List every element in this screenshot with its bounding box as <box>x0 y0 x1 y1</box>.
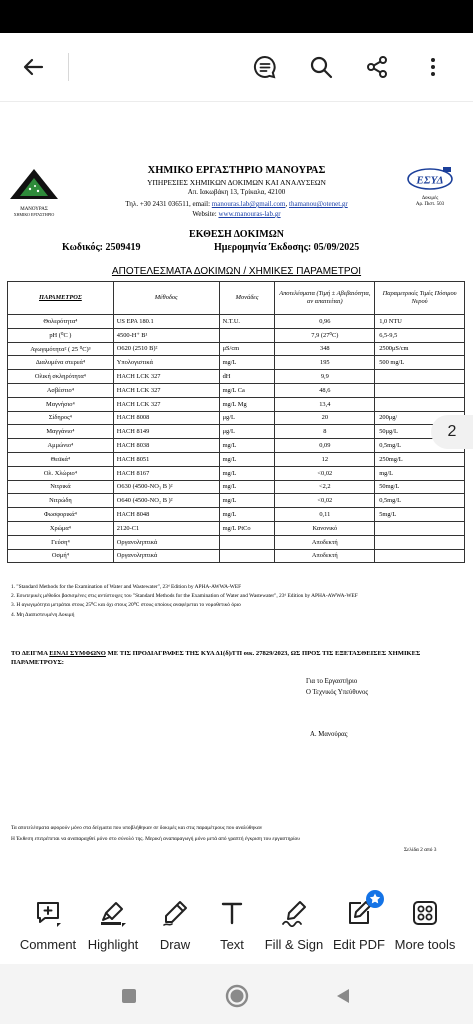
report-code: Κωδικός: 2509419 <box>62 242 141 253</box>
pdf-page[interactable] <box>0 153 473 880</box>
website-prefix: Website: <box>192 210 219 218</box>
table-cell: Υπολογιστικά <box>113 356 219 370</box>
table-cell: Γεύση⁴ <box>8 535 114 549</box>
search-icon <box>309 55 333 79</box>
footnote: 4. Μη Διαπιστευμένη Δοκιμή <box>11 611 75 618</box>
table-cell <box>375 521 465 535</box>
table-cell: mg/L <box>219 494 275 508</box>
contact-prefix: Τηλ. +30 2431 036511, email: <box>125 200 212 208</box>
highlight-tool-label: Highlight <box>87 937 139 952</box>
table-cell: HACH 8048 <box>113 508 219 522</box>
report-date: Ημερομηνία Έκδοσης: 05/09/2025 <box>214 242 360 253</box>
arrow-left-icon <box>22 55 46 79</box>
table-row <box>8 508 465 522</box>
table-cell: HACH 8038 <box>113 439 219 453</box>
table-cell: 8 <box>275 425 375 439</box>
table-cell: Οσμή⁴ <box>8 549 114 563</box>
lab-address: Απ. Ιακωβάκη 13, Τρίκαλα, 42100 <box>187 188 286 196</box>
table-cell: mg/L <box>219 452 275 466</box>
status-bar <box>0 0 473 33</box>
table-cell: Χρώμα⁴ <box>8 521 114 535</box>
square-icon <box>121 988 137 1004</box>
table-cell: mg/L <box>219 480 275 494</box>
table-cell <box>375 383 465 397</box>
table-cell: HACH 8149 <box>113 425 219 439</box>
premium-star-icon <box>366 890 384 908</box>
email-link-2[interactable]: thamanou@otenet.gr <box>289 200 348 208</box>
table-cell: 0,5mg/L <box>375 494 465 508</box>
table-cell: mg/L <box>375 466 465 480</box>
table-cell: O630 (4500-NO₃ B )² <box>113 480 219 494</box>
table-cell: 2120-C1 <box>113 521 219 535</box>
table-cell <box>219 549 275 563</box>
table-cell: 50μg/L <box>375 425 465 439</box>
comment-add-icon <box>34 899 62 927</box>
results-title: ΑΠΟΤΕΛΕΣΜΑΤΑ ΔΟΚΙΜΩΝ / ΧΗΜΙΚΕΣ ΠΑΡΑΜΕΤΡΟΙ <box>111 266 362 277</box>
conclusion-prefix: ΤΟ ΔΕΙΓΜΑ <box>11 650 50 657</box>
top-app-bar <box>0 33 473 101</box>
accreditation-logo <box>400 165 460 208</box>
table-row <box>8 425 465 439</box>
table-row <box>8 411 465 425</box>
logo-caption-sub: ΧΗΜΙΚΟ ΕΡΓΑΣΤΗΡΙΟ <box>13 212 55 217</box>
table-cell: mg/L <box>219 466 275 480</box>
table-cell: HACH 8167 <box>113 466 219 480</box>
website-link[interactable]: www.manouras-lab.gr <box>218 210 281 218</box>
table-row <box>8 480 465 494</box>
comment-tool[interactable] <box>12 898 84 962</box>
table-cell: N.T.U. <box>219 315 275 329</box>
table-cell: 0,09 <box>275 439 375 453</box>
highlighter-icon <box>99 899 127 927</box>
search-button[interactable] <box>301 47 341 87</box>
table-cell: Θειϊκά⁴ <box>8 452 114 466</box>
table-cell: mg/L Mg <box>219 397 275 411</box>
table-header-row <box>8 282 465 315</box>
fill-sign-tool-label: Fill & Sign <box>264 937 324 952</box>
table-cell: <0,02 <box>275 466 375 480</box>
table-cell: 0,96 <box>275 315 375 329</box>
table-row <box>8 342 465 356</box>
table-cell: HACH LCK 327 <box>113 383 219 397</box>
column-header: ΠΑΡΑΜΕΤΡΟΣ <box>8 282 114 315</box>
table-row <box>8 397 465 411</box>
lab-website <box>0 210 473 218</box>
table-cell: 5mg/L <box>375 508 465 522</box>
grid-icon <box>412 900 438 926</box>
table-cell: mg/L PtCo <box>219 521 275 535</box>
table-cell: Οργανοληπτικά <box>113 549 219 563</box>
table-cell: Αποδεκτή <box>275 535 375 549</box>
table-cell: Νιτρώδη <box>8 494 114 508</box>
column-header: Παραμετρικές Τιμές Πόσιμου Νερού <box>375 282 465 315</box>
table-cell: 250mg/L <box>375 452 465 466</box>
report-title: ΕΚΘΕΣΗ ΔΟΚΙΜΩΝ <box>189 229 284 240</box>
signer-name: Α. Μανούρας <box>310 731 348 738</box>
table-cell: Κανονικό <box>275 521 375 535</box>
column-header: Μονάδες <box>219 282 275 315</box>
footnote: 2. Εσωτερικές μέθοδοι βασισμένες στις αντίστοιχες του "Standard Methods for the Examination of Water and Wastewater", 23ᵈ Edition by APHA-AWWA-WEF <box>11 593 358 600</box>
back-nav-button[interactable] <box>331 984 355 1008</box>
table-cell <box>375 397 465 411</box>
table-cell: 12 <box>275 452 375 466</box>
table-cell: 50mg/L <box>375 480 465 494</box>
table-cell <box>375 535 465 549</box>
table-cell: mg/L <box>219 356 275 370</box>
table-row <box>8 328 465 342</box>
table-row <box>8 356 465 370</box>
table-cell: 4500-H⁺ B¹ <box>113 328 219 342</box>
draw-tool-label: Draw <box>159 937 191 952</box>
table-cell <box>375 370 465 384</box>
table-row <box>8 466 465 480</box>
more-options-button[interactable] <box>413 47 453 87</box>
table-row <box>8 315 465 329</box>
page-gap <box>0 101 473 153</box>
footnote: 3. Η αγωγιμότητα μετράται στους 25⁰C και όχι στους 20⁰C στους οποίους αναφέρεται το νομοθετικό όριο <box>11 602 241 609</box>
table-cell: US EPA 180.1 <box>113 315 219 329</box>
table-cell: 0,5mg/L <box>375 439 465 453</box>
table-cell: Ολ. Χλώριο⁴ <box>8 466 114 480</box>
table-row <box>8 370 465 384</box>
table-cell: Ασβέστιο⁴ <box>8 383 114 397</box>
table-cell: mg/L Ca <box>219 383 275 397</box>
table-cell: Αγωγιμότητα² ( 25 ⁰C)³ <box>8 342 114 356</box>
esyd-logo-icon <box>400 165 460 191</box>
table-cell: 1,0 NTU <box>375 315 465 329</box>
table-cell: μg/L <box>219 425 275 439</box>
table-row <box>8 521 465 535</box>
table-cell: HACH 8008 <box>113 411 219 425</box>
table-cell: 200μg/ <box>375 411 465 425</box>
comments-list-button[interactable] <box>245 47 285 87</box>
table-cell <box>219 535 275 549</box>
logo-caption: ΜΑΝΟΥΡΑΣ <box>20 207 48 212</box>
table-cell: Νιτρικά <box>8 480 114 494</box>
edit-pdf-tool-label: Edit PDF <box>332 937 385 952</box>
table-cell: Σίδηρος⁴ <box>8 411 114 425</box>
table-cell: 500 mg/L <box>375 356 465 370</box>
text-icon <box>219 900 245 926</box>
table-cell: mg/L <box>219 439 275 453</box>
divider <box>68 53 69 81</box>
pen-icon <box>161 899 189 927</box>
table-cell <box>375 549 465 563</box>
conclusion-rest: ΜΕ ΤΙΣ ΠΡΟΔΙΑΓΡΑΦΕΣ ΤΗΣ ΚΥΑ Δ1(δ)/ΓΠ οικ. 27829/2023, ΩΣ ΠΡΟΣ ΤΙΣ ΕΞΕΤΑΣΘΕΙΣΕΣ ΧΗΜΙΚΕΣ ΠΑΡΑΜΕΤΡΟΥΣ: <box>11 650 421 666</box>
table-cell: Αμμώνιο⁴ <box>8 439 114 453</box>
table-cell: 7,9 (27⁰C) <box>275 328 375 342</box>
table-row <box>8 549 465 563</box>
table-cell: O620 (2510 B)² <box>113 342 219 356</box>
table-cell: dH <box>219 370 275 384</box>
signature-line-2: Ο Τεχνικός Υπεύθυνος <box>306 689 369 696</box>
table-cell: μS/cm <box>219 342 275 356</box>
table-cell: HACH LCK 327 <box>113 370 219 384</box>
table-cell: O640 (4500-NO₂ B )² <box>113 494 219 508</box>
table-cell: μg/L <box>219 411 275 425</box>
table-cell: 48,6 <box>275 383 375 397</box>
table-cell: HACH 8051 <box>113 452 219 466</box>
table-cell: 9,9 <box>275 370 375 384</box>
table-cell: Ολική σκληρότητα⁴ <box>8 370 114 384</box>
share-button[interactable] <box>357 47 397 87</box>
share-icon <box>365 55 389 79</box>
more-tools-button[interactable] <box>389 898 461 962</box>
edit-pdf-tool[interactable] <box>323 898 395 962</box>
email-link-1[interactable]: manouras.lab@gmail.com <box>211 200 286 208</box>
table-cell: Μαγγάνιο⁴ <box>8 425 114 439</box>
table-row <box>8 439 465 453</box>
table-row <box>8 494 465 508</box>
table-cell: 0,11 <box>275 508 375 522</box>
table-cell: 20 <box>275 411 375 425</box>
home-button[interactable] <box>225 984 249 1008</box>
accreditation-number: Αρ. Πιστ. 503 <box>415 202 445 207</box>
conformity-statement <box>11 649 461 667</box>
table-cell: 348 <box>275 342 375 356</box>
table-cell: 13,4 <box>275 397 375 411</box>
footer-line-1: Τα αποτελέσματα αφορούν μόνο στα δείγματα που υποβλήθηκαν σε δοκιμές και στις παραμέτρους που αναλύθηκαν <box>11 825 263 831</box>
table-cell: 2500μS/cm <box>375 342 465 356</box>
more-tools-label: More tools <box>394 937 456 952</box>
comment-list-icon <box>252 54 278 80</box>
table-cell: Αποδεκτή <box>275 549 375 563</box>
table-cell: Μαγνήσιο⁴ <box>8 397 114 411</box>
signature-pen-icon <box>280 899 308 927</box>
more-vertical-icon <box>421 55 445 79</box>
fill-sign-tool[interactable] <box>258 898 330 962</box>
contact-separator: , <box>285 200 289 208</box>
triangle-back-icon <box>334 987 352 1005</box>
lab-subtitle: ΥΠΗΡΕΣΙΕΣ ΧΗΜΙΚΩΝ ΔΟΚΙΜΩΝ ΚΑΙ ΑΝΑΛΥΣΕΩΝ <box>147 178 326 187</box>
home-circle-icon <box>225 984 249 1008</box>
text-tool-label: Text <box>220 937 244 952</box>
table-cell: Διαλυμένα στερεά⁴ <box>8 356 114 370</box>
table-cell: 6,5-9,5 <box>375 328 465 342</box>
system-navigation-bar <box>0 964 473 1024</box>
table-row <box>8 535 465 549</box>
recents-button[interactable] <box>117 984 141 1008</box>
back-button[interactable] <box>14 47 54 87</box>
table-cell: <0,02 <box>275 494 375 508</box>
bottom-toolbar <box>0 880 473 964</box>
lab-name: ΧΗΜΙΚΟ ΕΡΓΑΣΤΗΡΙΟ ΜΑΝΟΥΡΑΣ <box>147 165 326 176</box>
table-cell: Θολερότητα⁴ <box>8 315 114 329</box>
results-table <box>7 281 465 563</box>
table-cell <box>219 328 275 342</box>
signature-line-1: Για το Εργαστήριο <box>306 678 358 685</box>
table-cell: pH (⁰C ) <box>8 328 114 342</box>
comment-tool-label: Comment <box>19 937 77 952</box>
accreditation-caption: Δοκιμές <box>421 196 439 201</box>
page-indicator[interactable]: 2 <box>431 415 473 449</box>
esyd-logo-text: ΕΣΥΔ <box>416 174 444 187</box>
table-cell: Φωσφορικά⁴ <box>8 508 114 522</box>
footnote: 1. "Standard Methods for the Examination of Water and Wastewater", 23ᵈ Edition by APHA-AWWA-WEF <box>11 584 242 590</box>
table-cell: 195 <box>275 356 375 370</box>
table-cell: <2,2 <box>275 480 375 494</box>
table-row <box>8 452 465 466</box>
table-cell: HACH LCK 327 <box>113 397 219 411</box>
column-header: Αποτελέσματα (Τιμή ± Αβεβαιότητα, αν απαιτείται) <box>275 282 375 315</box>
footnotes <box>11 584 461 621</box>
page-number: Σελίδα 2 από 3 <box>404 847 437 853</box>
footer-line-2: Η Έκθεση επιτρέπεται να αναπαραχθεί μόνο στο σύνολό της. Μερική αναπαραγωγή μόνο μετά από γραπτή έγκριση του εργαστηρίου <box>11 836 300 842</box>
table-cell: Οργανοληπτικά <box>113 535 219 549</box>
conclusion-highlight: ΕΙΝΑΙ ΣΥΜΦΩΝΟ <box>49 650 106 657</box>
table-row <box>8 383 465 397</box>
table-cell: mg/L <box>219 508 275 522</box>
column-header: Μέθοδος <box>113 282 219 315</box>
